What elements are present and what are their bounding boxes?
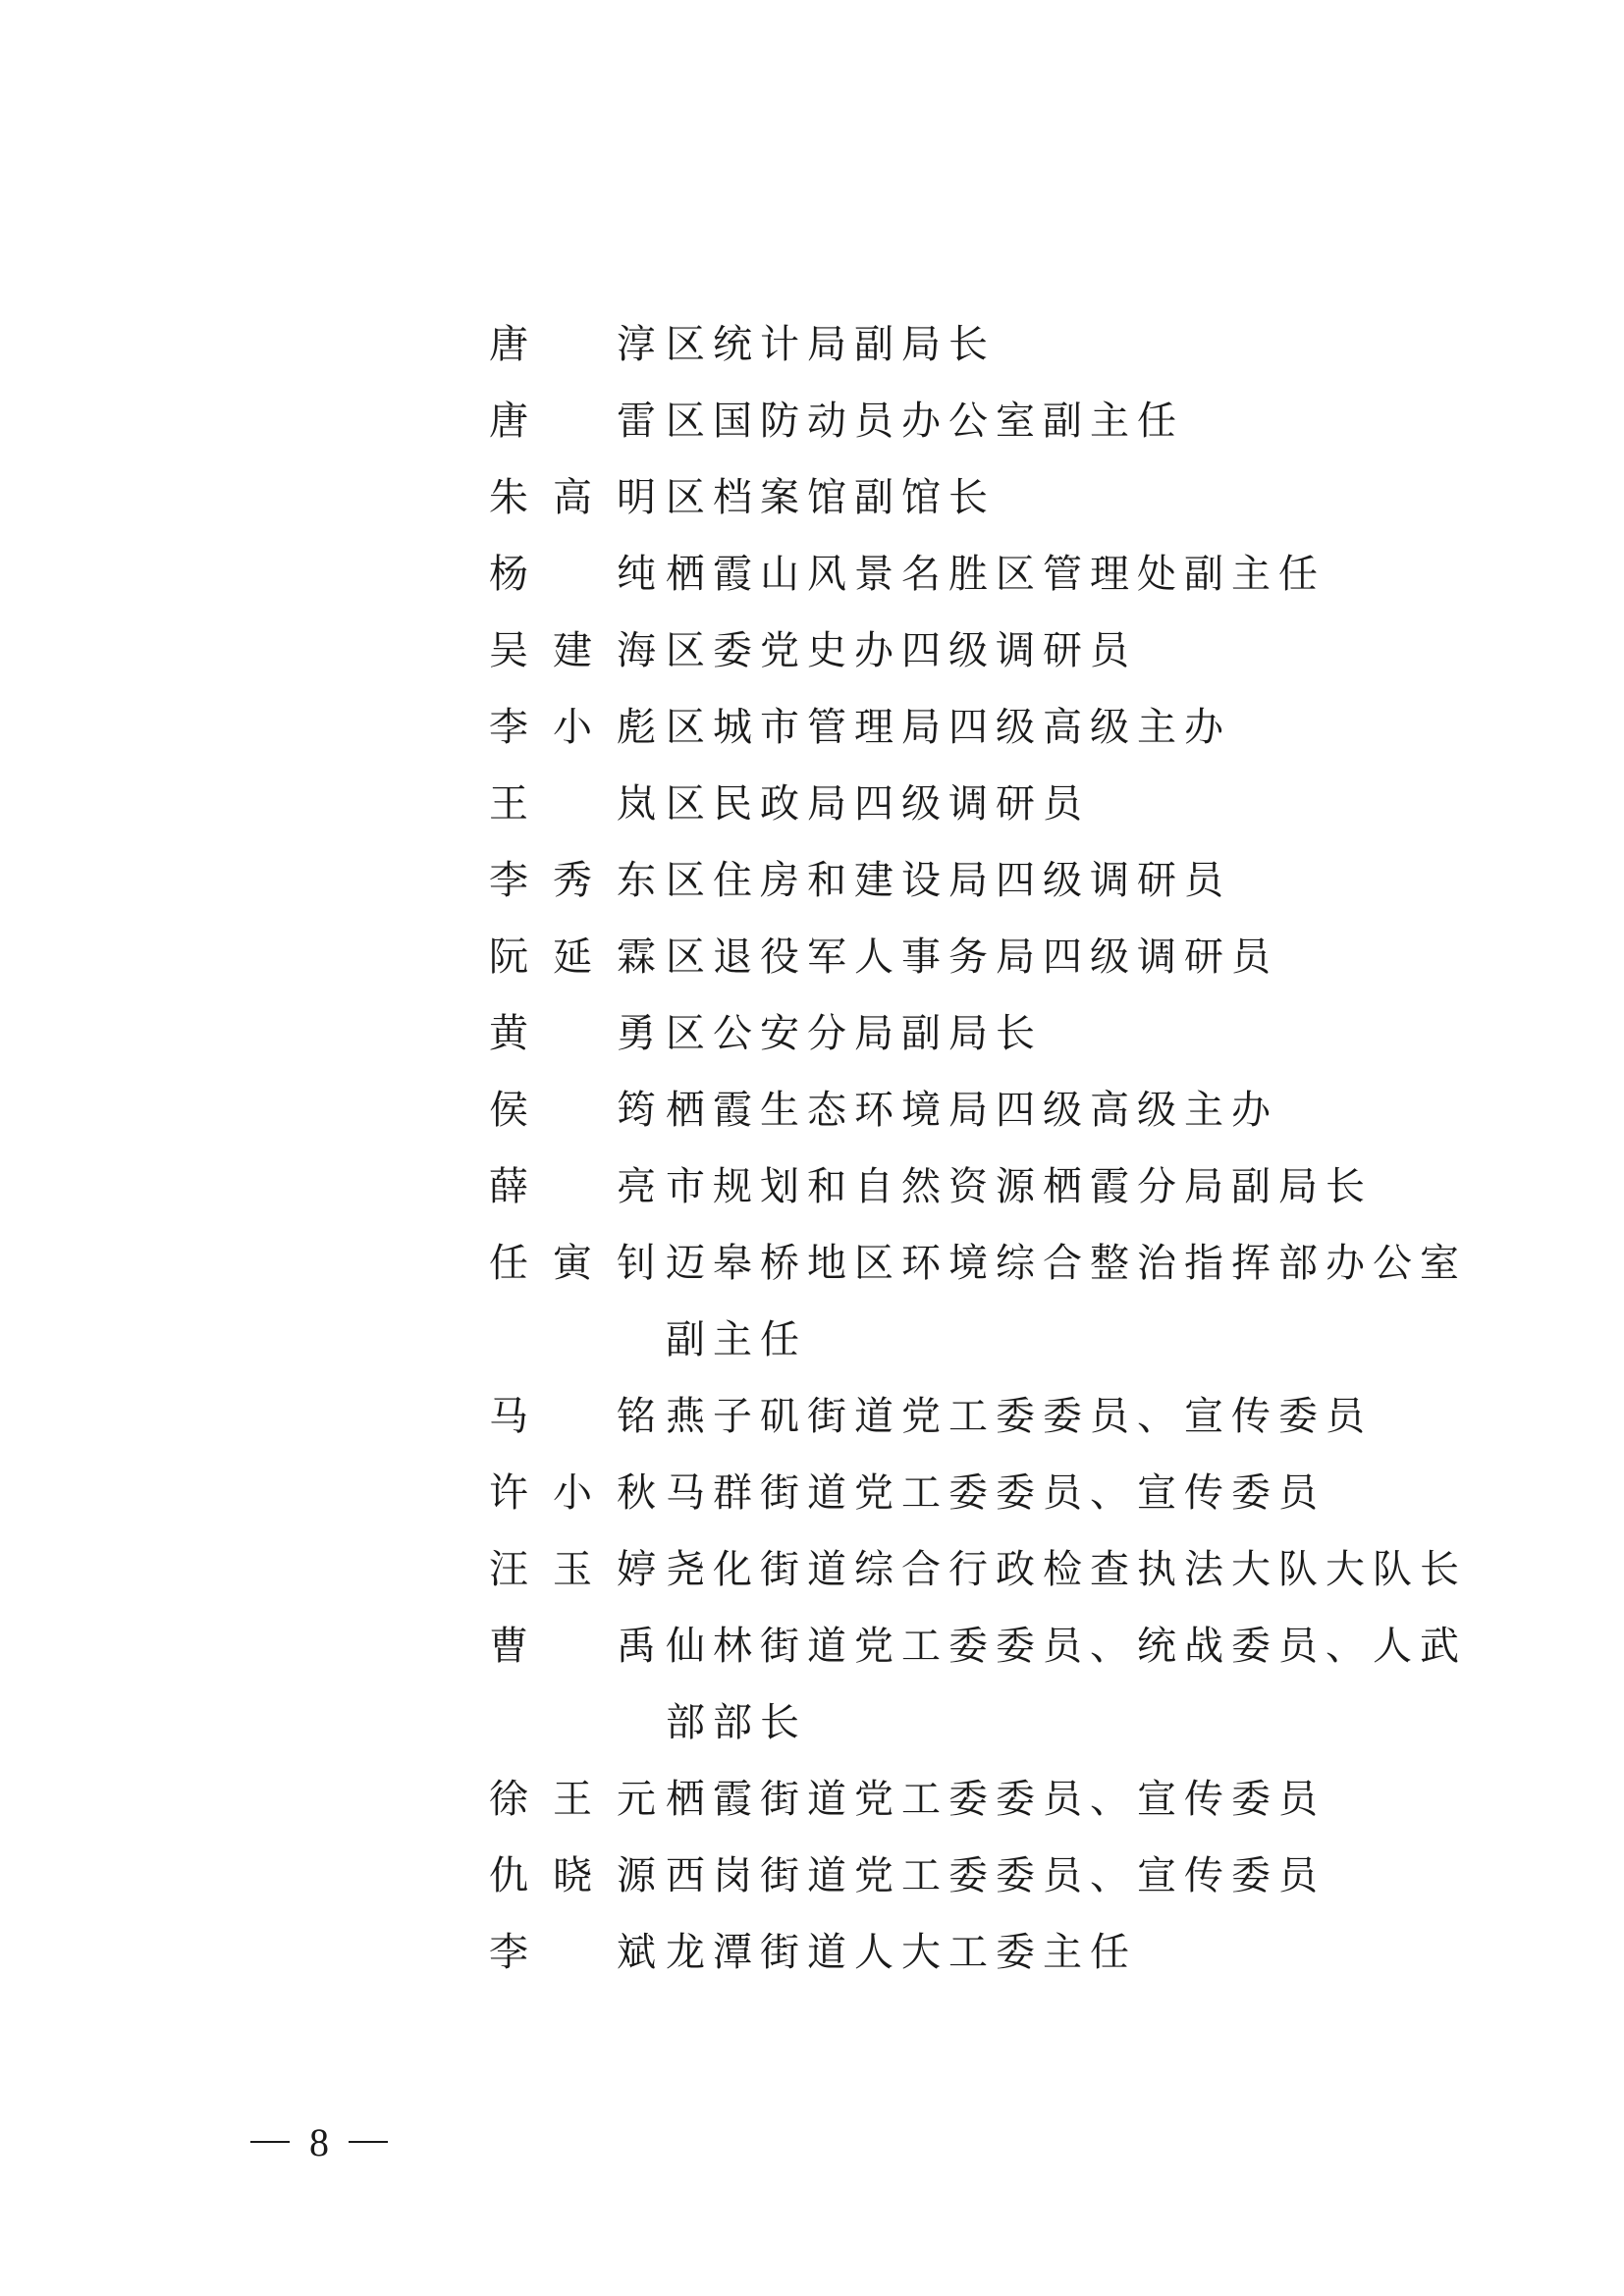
personnel-list: [489, 306, 1467, 1991]
title-line: 区民政局四级调研员: [666, 781, 1090, 827]
title-line: 西岗街道党工委委员、宣传委员: [666, 1853, 1326, 1898]
person-name: 任寅钊: [489, 1241, 656, 1286]
list-item: [489, 995, 1432, 1072]
title-line: 区住房和建设局四级调研员: [666, 858, 1231, 903]
person-title: [656, 459, 1432, 536]
person-name: 唐 淳: [489, 322, 656, 367]
person-title: [656, 383, 1432, 459]
page-footer: [250, 2112, 388, 2171]
title-line: 迈皋桥地区环境综合整治指挥部办公室: [666, 1241, 1467, 1286]
title-line: 副主任: [666, 1317, 807, 1362]
list-item: [489, 766, 1432, 842]
person-name: 李秀东: [489, 858, 656, 903]
person-name: 仇晓源: [489, 1853, 656, 1898]
title-line: 尧化街道综合行政检查执法大队大队长: [666, 1547, 1467, 1592]
title-line: 马群街道党工委委员、宣传委员: [666, 1470, 1326, 1516]
list-item: [489, 1148, 1432, 1225]
person-title: [656, 1148, 1432, 1225]
person-name: 唐 雷: [489, 399, 656, 444]
person-title: [656, 613, 1432, 689]
list-item: [489, 459, 1432, 536]
list-item: [489, 1225, 1467, 1378]
list-item: [489, 1608, 1467, 1761]
title-line: 区退役军人事务局四级调研员: [666, 934, 1278, 980]
title-line: 仙林街道党工委委员、统战委员、人武: [666, 1624, 1467, 1669]
person-name: 王 岚: [489, 781, 656, 827]
title-line: 区城市管理局四级高级主办: [666, 705, 1231, 750]
person-title: [656, 1531, 1467, 1608]
title-line: 栖霞山风景名胜区管理处副主任: [666, 552, 1326, 597]
person-name: 杨 纯: [489, 552, 656, 597]
person-title: [656, 1378, 1432, 1455]
person-name: 徐王元: [489, 1777, 656, 1822]
title-line: 区国防动员办公室副主任: [666, 399, 1184, 444]
list-item: [489, 1072, 1432, 1148]
person-name: 吴建海: [489, 628, 656, 673]
footer-dash-right: [349, 2141, 388, 2143]
person-name: 曹 禹: [489, 1624, 656, 1669]
person-name: 黄 勇: [489, 1011, 656, 1056]
list-item: [489, 1914, 1432, 1991]
person-title: [656, 766, 1432, 842]
person-title: [656, 842, 1432, 919]
title-line: 燕子矶街道党工委委员、宣传委员: [666, 1394, 1373, 1439]
list-item: [489, 1838, 1432, 1914]
person-name: 李 斌: [489, 1930, 656, 1975]
person-title: [656, 1455, 1432, 1531]
list-item: [489, 1761, 1432, 1838]
list-item: [489, 383, 1432, 459]
person-name: 李小彪: [489, 705, 656, 750]
person-title: [656, 919, 1432, 995]
title-line: 栖霞街道党工委委员、宣传委员: [666, 1777, 1326, 1822]
title-line: 区公安分局副局长: [666, 1011, 1043, 1056]
person-title: [656, 536, 1432, 613]
list-item: [489, 536, 1432, 613]
list-item: [489, 1531, 1467, 1608]
title-line: 市规划和自然资源栖霞分局副局长: [666, 1164, 1373, 1209]
person-name: 许小秋: [489, 1470, 656, 1516]
person-title: [656, 1838, 1432, 1914]
person-name: 汪玉婷: [489, 1547, 656, 1592]
title-line: 栖霞生态环境局四级高级主办: [666, 1088, 1278, 1133]
person-name: 薛 亮: [489, 1164, 656, 1209]
list-item: [489, 689, 1432, 766]
list-item: [489, 1455, 1432, 1531]
list-item: [489, 306, 1432, 383]
person-title: [656, 1072, 1432, 1148]
list-item: [489, 919, 1432, 995]
list-item: [489, 842, 1432, 919]
person-name: 马 铭: [489, 1394, 656, 1439]
title-line: 区统计局副局长: [666, 322, 996, 367]
person-name: 阮延霖: [489, 934, 656, 980]
person-title: [656, 1608, 1467, 1761]
list-item: [489, 1378, 1432, 1455]
title-line: 部部长: [666, 1700, 807, 1745]
title-line: 龙潭街道人大工委主任: [666, 1930, 1137, 1975]
person-title: [656, 995, 1432, 1072]
title-line: 区档案馆副馆长: [666, 475, 996, 520]
person-title: [656, 1914, 1432, 1991]
page-number: 8: [309, 2119, 329, 2164]
person-title: [656, 306, 1432, 383]
person-title: [656, 1761, 1432, 1838]
person-name: 侯 筠: [489, 1088, 656, 1133]
footer-dash-left: [250, 2141, 290, 2143]
list-item: [489, 613, 1432, 689]
person-name: 朱高明: [489, 475, 656, 520]
person-title: [656, 689, 1432, 766]
person-title: [656, 1225, 1467, 1378]
title-line: 区委党史办四级调研员: [666, 628, 1137, 673]
